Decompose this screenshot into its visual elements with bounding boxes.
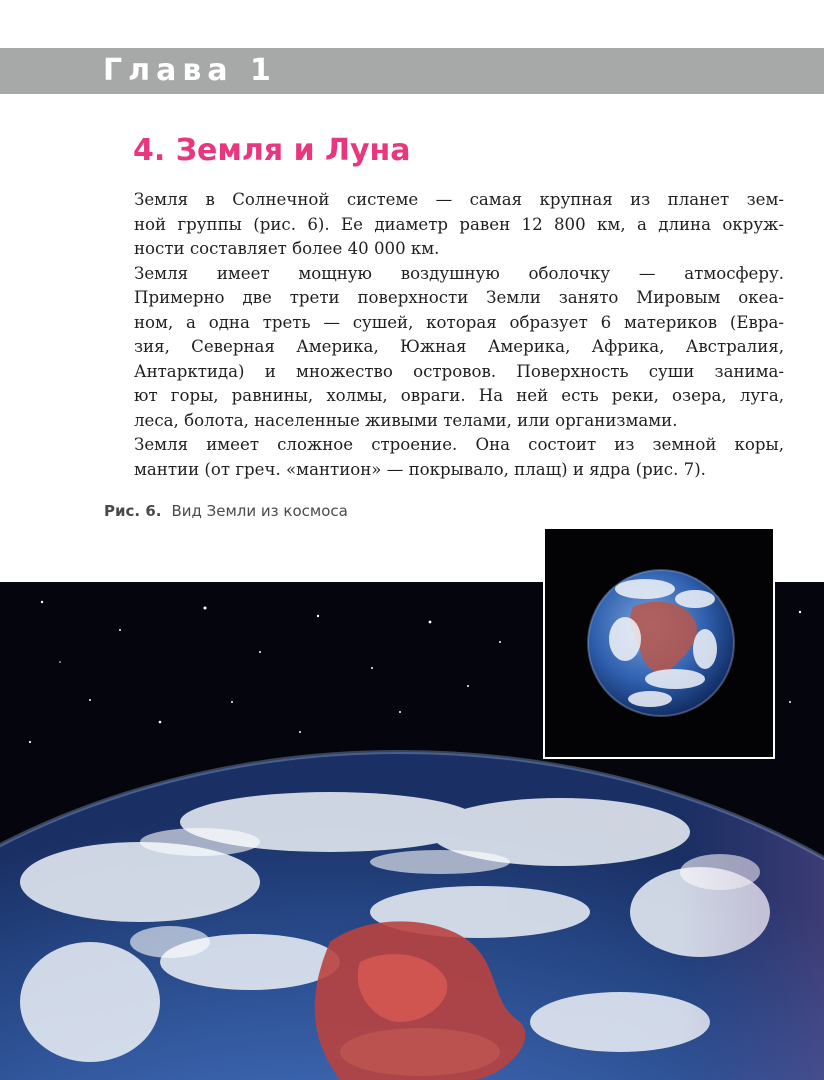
- chapter-title: Глава 1: [103, 53, 277, 88]
- text-line: Земля имеет мощную воздушную оболочку — атмосферу.: [134, 263, 784, 283]
- text-line: леса, болота, населенные живыми телами, или организмами.: [134, 410, 678, 430]
- text-line: зия, Северная Америка, Южная Америка, Африка, Австралия,: [134, 337, 784, 356]
- body-text: [104, 188, 784, 482]
- text-line: ности составляет более 40 000 км.: [134, 239, 440, 258]
- figure-label: Рис. 6.: [104, 502, 162, 520]
- text-line: мантии (от греч. «мантион» — покрывало, плащ) и ядра (рис. 7).: [134, 459, 706, 479]
- paragraph-3: [104, 433, 784, 482]
- earth-globe-image: [545, 529, 773, 757]
- text-line: ной группы (рис. 6). Ее диаметр равен 12 800 км, а длина окруж-: [134, 214, 784, 234]
- earth-globe-inset: [543, 527, 775, 759]
- text-line: Земля имеет сложное строение. Она состоит из земной коры,: [134, 435, 784, 454]
- text-line: Земля в Солнечной системе — самая крупная из планет зем-: [134, 190, 784, 209]
- text-line: Антарктида) и множество островов. Поверхность суши занима-: [134, 361, 784, 381]
- chapter-header-bar: [0, 48, 824, 94]
- paragraph-1: [104, 188, 784, 262]
- figure-caption: [104, 502, 348, 520]
- figure-caption-text: Вид Земли из космоса: [171, 502, 348, 520]
- text-line: ном, а одна треть — сушей, которая образует 6 материков (Евра-: [134, 312, 784, 332]
- text-line: Примерно две трети поверхности Земли занято Мировым океа-: [134, 288, 784, 307]
- text-line: ют горы, равнины, холмы, овраги. На ней есть реки, озера, луга,: [134, 386, 784, 405]
- paragraph-2: [104, 262, 784, 434]
- section-title: 4. Земля и Луна: [133, 133, 411, 168]
